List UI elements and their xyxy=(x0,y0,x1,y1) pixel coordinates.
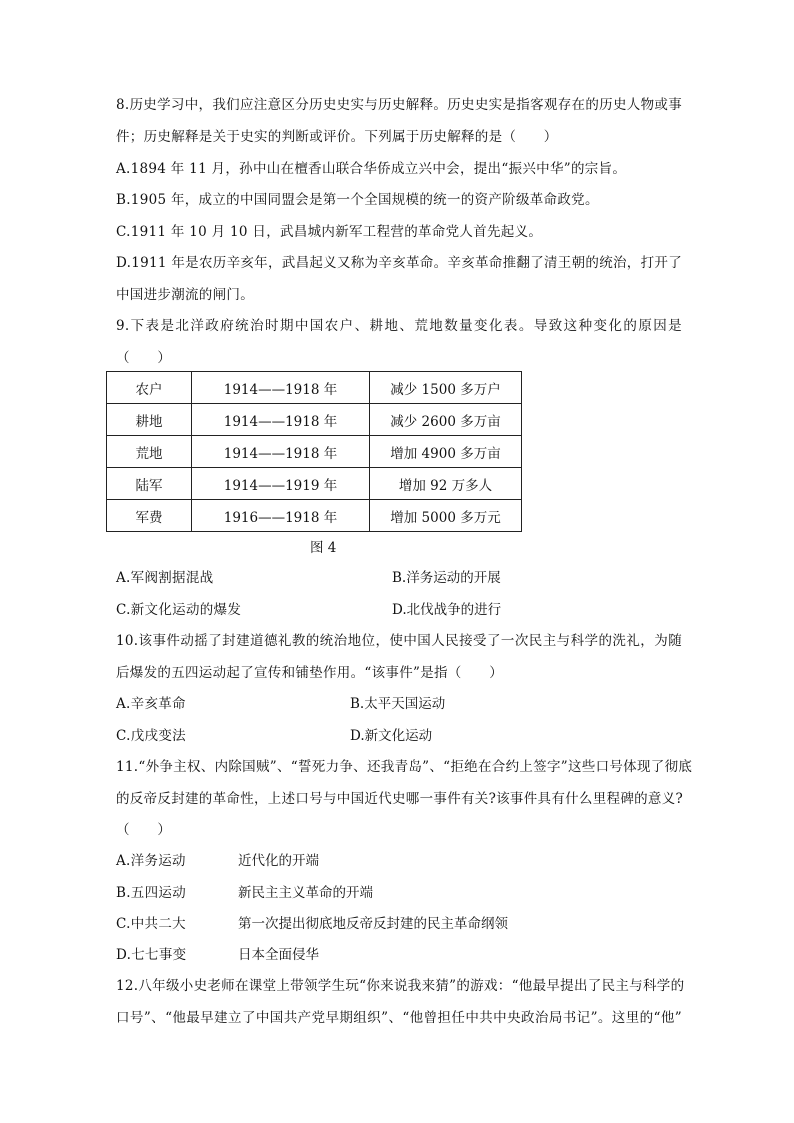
table-cell: 陆军 xyxy=(107,468,192,500)
q8-option-a: A.1894 年 11 月，孙中山在檀香山联合华侨成立兴中会，提出“振兴中华”的宗旨。 xyxy=(116,161,627,177)
q11-option-c-label: C.中共二大 xyxy=(116,916,186,932)
q11-option-d-desc: 日本全面侵华 xyxy=(238,947,319,963)
table-row xyxy=(107,404,522,436)
q9-option-b: B.洋务运动的开展 xyxy=(392,570,501,586)
q10-stem-line-1: 10.该事件动摇了封建道德礼教的统治地位，使中国人民接受了一次民主与科学的洗礼，为随 xyxy=(116,633,682,649)
table-cell: 1914——1918 年 xyxy=(192,404,370,436)
q9-option-d: D.北伐战争的进行 xyxy=(392,602,502,618)
q11-option-a-desc: 近代化的开端 xyxy=(238,853,319,869)
q12-stem-line-2: 口号”、“他最早建立了中国共产党早期组织”、“他曾担任中共中央政治局书记”。这里的“他” xyxy=(116,1010,682,1026)
q8-option-d-line-2: 中国进步潮流的闸门。 xyxy=(116,287,254,303)
q10-stem-line-2: 后爆发的五四运动起了宣传和铺垫作用。“该事件”是指（ ） xyxy=(116,665,504,681)
q8-option-c: C.1911 年 10 月 10 日，武昌城内新军工程营的革命党人首先起义。 xyxy=(116,224,543,240)
table-row xyxy=(107,436,522,468)
table-cell: 1914——1918 年 xyxy=(192,436,370,468)
table-cell: 1914——1919 年 xyxy=(192,468,370,500)
q10-option-c: C.戊戌变法 xyxy=(116,728,186,744)
q9-stem-line-1: 9.下表是北洋政府统治时期中国农户、耕地、荒地数量变化表。导致这种变化的原因是 xyxy=(116,318,682,334)
table-cell: 农户 xyxy=(107,372,192,404)
table-cell: 1916——1918 年 xyxy=(192,500,370,532)
table-cell: 1914——1918 年 xyxy=(192,372,370,404)
table-row xyxy=(107,468,522,500)
table-cell: 荒地 xyxy=(107,436,192,468)
q11-stem-line-2: 的反帝反封建的革命性，上述口号与中国近代史哪一事件有关?该事件具有什么里程碑的意义? xyxy=(116,791,684,807)
table-cell: 增加 5000 多万元 xyxy=(370,500,522,532)
q9-option-c: C.新文化运动的爆发 xyxy=(116,602,242,618)
q8-option-b: B.1905 年，成立的中国同盟会是第一个全国规模的统一的资产阶级革命政党。 xyxy=(116,192,599,208)
q9-stem-line-2: （ ） xyxy=(116,350,172,366)
table-caption: 图 4 xyxy=(310,540,337,556)
table-row xyxy=(107,372,522,404)
q8-stem-line-2: 件；历史解释是关于史实的判断或评价。下列属于历史解释的是（ ） xyxy=(116,129,558,145)
q11-option-b-label: B.五四运动 xyxy=(116,885,187,901)
table-row xyxy=(107,500,522,532)
table-cell: 增加 4900 多万亩 xyxy=(370,436,522,468)
q11-option-b-desc: 新民主主义革命的开端 xyxy=(238,885,373,901)
table-cell: 增加 92 万多人 xyxy=(370,468,522,500)
q10-option-a: A.辛亥革命 xyxy=(116,696,186,712)
table-cell: 军费 xyxy=(107,500,192,532)
q11-option-d-label: D.七七事变 xyxy=(116,947,187,963)
q10-option-d: D.新文化运动 xyxy=(350,728,433,744)
q9-option-a: A.军阀割据混战 xyxy=(116,570,214,586)
q9-data-table xyxy=(106,371,522,532)
q11-option-a-label: A.洋务运动 xyxy=(116,853,186,869)
q10-option-b: B.太平天国运动 xyxy=(350,696,446,712)
q11-option-c-desc: 第一次提出彻底地反帝反封建的民主革命纲领 xyxy=(238,916,508,932)
table-cell: 减少 2600 多万亩 xyxy=(370,404,522,436)
table-cell: 减少 1500 多万户 xyxy=(370,372,522,404)
q8-option-d-line-1: D.1911 年是农历辛亥年，武昌起义又称为辛亥革命。辛亥革命推翻了清王朝的统治，打开了 xyxy=(116,255,682,271)
q8-stem-line-1: 8.历史学习中，我们应注意区分历史史实与历史解释。历史史实是指客观存在的历史人物或事 xyxy=(116,97,682,113)
table-cell: 耕地 xyxy=(107,404,192,436)
q12-stem-line-1: 12.八年级小史老师在课堂上带领学生玩“你来说我来猜”的游戏：“他最早提出了民主与科学的 xyxy=(116,978,685,994)
q11-stem-line-3: （ ） xyxy=(116,822,172,838)
q11-stem-line-1: 11.“外争主权、内除国贼”、“誓死力争、还我青岛”、“拒绝在合约上签字”这些口号体现了彻底 xyxy=(116,759,693,775)
